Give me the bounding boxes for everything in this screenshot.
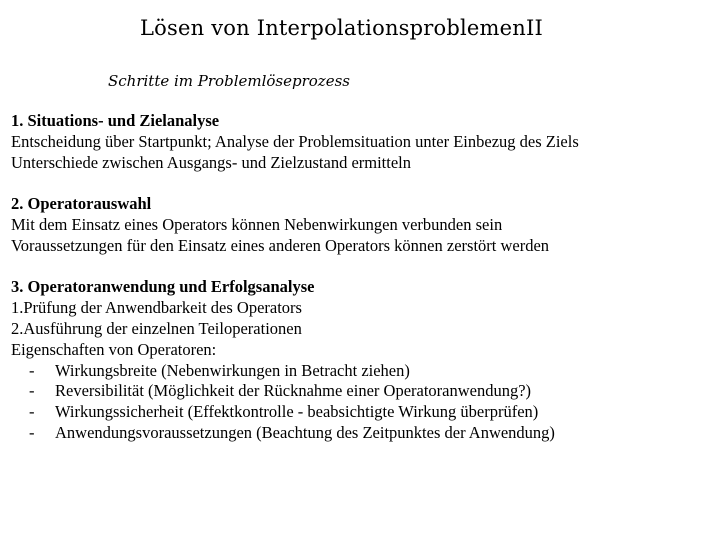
bullet-text: Wirkungssicherheit (Effektkontrolle - beabsichtigte Wirkung überprüfen) <box>55 402 539 422</box>
section-heading: 2. Operatorauswahl <box>11 194 152 214</box>
bullet-dash: - <box>29 360 35 380</box>
section-heading: 1. Situations- und Zielanalyse <box>11 111 220 130</box>
page-subtitle: Schritte im Problemlöseprozess <box>108 72 350 90</box>
section-text-line: Entscheidung über Startpunkt; Analyse der Problemsituation unter Einbezug des Ziels <box>11 131 579 151</box>
bullet-text: Wirkungsbreite (Nebenwirkungen in Betracht ziehen) <box>55 360 410 380</box>
section-text-line: Unterschiede zwischen Ausgangs- und Zielzustand ermitteln <box>11 152 412 172</box>
section-text-line: 1.Prüfung der Anwendbarkeit des Operators <box>11 298 302 318</box>
section-text-line: Voraussetzungen für den Einsatz eines anderen Operators können zerstört werden <box>11 235 550 255</box>
bullet-item <box>11 402 711 423</box>
bullet-dash: - <box>29 422 35 442</box>
section-heading: 3. Operatoranwendung und Erfolgsanalyse <box>11 277 315 297</box>
slide-content <box>11 111 711 444</box>
section-operator-application <box>11 277 711 443</box>
bullet-item <box>11 381 711 402</box>
section-situation-analysis <box>11 111 711 173</box>
section-operator-selection <box>11 194 711 256</box>
section-text-line: Eigenschaften von Operatoren: <box>11 339 217 359</box>
bullet-item <box>11 361 711 382</box>
section-text-line: 2.Ausführung der einzelnen Teiloperationen <box>11 318 302 338</box>
bullet-dash: - <box>29 381 35 401</box>
page-title: Lösen von InterpolationsproblemenII <box>140 16 544 40</box>
bullet-text: Reversibilität (Möglichkeit der Rücknahme einer Operatoranwendung?) <box>55 381 532 401</box>
bullet-dash: - <box>29 402 35 422</box>
section-text-line: Mit dem Einsatz eines Operators können Nebenwirkungen verbunden sein <box>11 214 503 234</box>
bullet-text: Anwendungsvoraussetzungen (Beachtung des Zeitpunktes der Anwendung) <box>55 422 555 442</box>
bullet-item <box>11 423 711 444</box>
